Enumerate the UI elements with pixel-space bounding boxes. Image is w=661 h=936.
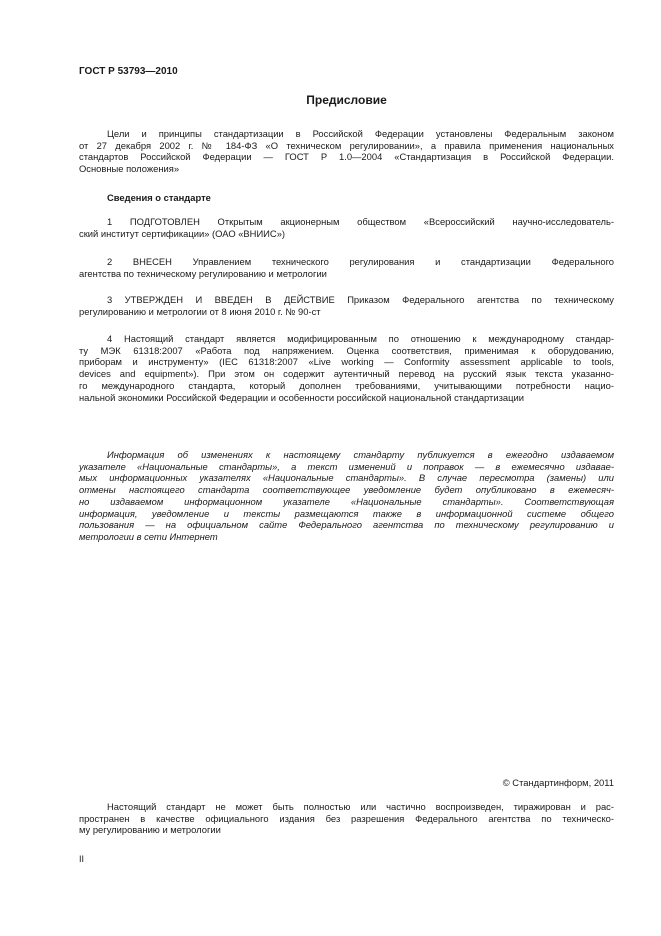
preface-title: Предисловие [306, 93, 387, 107]
text-line: указателе «Национальные стандарты», а текст изменений и поправок — в ежемесячно издавае- [79, 460, 614, 472]
text-line: информация, уведомление и тексты размещаются также в информационной системе общего [79, 507, 614, 519]
document-code: ГОСТ Р 53793—2010 [79, 66, 178, 77]
preface-intro-paragraph [79, 128, 614, 175]
text-line: пространен в качестве официального издания без разрешения Федерального агентства по техническо- [79, 812, 614, 824]
page-number: II [79, 854, 85, 864]
text-line: 4 Настоящий стандарт является модифицированным по отношению к международному стандар- [107, 333, 614, 344]
text-line: отмены настоящего стандарта соответствующее уведомление будет опубликовано в ежемесяч- [79, 484, 614, 496]
text-line: от 27 декабря 2002 г. № 184-ФЗ «О техническом регулировании», а правила применения национальных [79, 139, 614, 151]
text-line: метрологии в сети Интернет [79, 530, 218, 542]
text-line: ский институт сертификации» (ОАО «ВНИИС») [79, 227, 286, 239]
info-item-4 [79, 333, 614, 403]
text-line: нальной экономики Российской Федерации и особенности российской национальной стандартизации [79, 391, 524, 403]
text-line: му регулированию и метрологии [79, 824, 221, 836]
text-line: пользования — на официальном сайте Федерального агентства по техническому регулированию и [79, 519, 614, 531]
changes-information-notice [79, 449, 614, 543]
info-item-3 [79, 294, 614, 317]
text-line: ту МЭК 61318:2007 «Работа под напряжением. Оценка соответствия, применимая к оборудованию, [79, 344, 614, 356]
text-line: стандартов Российской Федерации — ГОСТ Р 1.0—2004 «Стандартизация в Российской Федерации. [79, 151, 614, 163]
info-item-1 [79, 216, 614, 239]
reproduction-rights-notice [79, 801, 614, 836]
text-line: 2 ВНЕСЕН Управлением технического регулирования и стандартизации Федерального [107, 256, 614, 267]
text-line: devices and equipment»). При этом он содержит аутентичный перевод на русский язык текста указанно- [79, 368, 614, 380]
text-line: агентства по техническому регулированию и метрологии [79, 267, 327, 279]
text-line: регулированию и метрологии от 8 июня 2010 г. № 90-ст [79, 305, 321, 317]
text-line: но издаваемом информационном указателе «Национальные стандарты». Соответствующая [79, 495, 614, 507]
text-line: Информация об изменениях к настоящему стандарту публикуется в ежегодно издаваемом [107, 449, 614, 460]
text-line: 3 УТВЕРЖДЕН И ВВЕДЕН В ДЕЙСТВИЕ Приказом Федерального агентства по техническому [107, 294, 614, 305]
text-line: мых информационных указателях «Национальные стандарты». В случае пересмотра (замены) или [79, 472, 614, 484]
text-line: 1 ПОДГОТОВЛЕН Открытым акционерным обществом «Всероссийский научно-исследователь- [107, 216, 614, 227]
standard-info-heading: Сведения о стандарте [107, 192, 211, 203]
copyright-line: © Стандартинформ, 2011 [502, 777, 614, 788]
text-line: го международного стандарта, который дополнен требованиями, учитывающими потребности нацио- [79, 379, 614, 391]
text-line: Цели и принципы стандартизации в Российской Федерации установлены Федеральным законом [107, 128, 614, 139]
text-line: приборам и инструменту» (IEC 61318:2007 «Live working — Conformity assessment applicable to tools, [79, 356, 614, 368]
info-item-2 [79, 256, 614, 279]
text-line: Основные положения» [79, 163, 180, 175]
text-line: Настоящий стандарт не может быть полностью или частично воспроизведен, тиражирован и рас- [107, 801, 614, 812]
